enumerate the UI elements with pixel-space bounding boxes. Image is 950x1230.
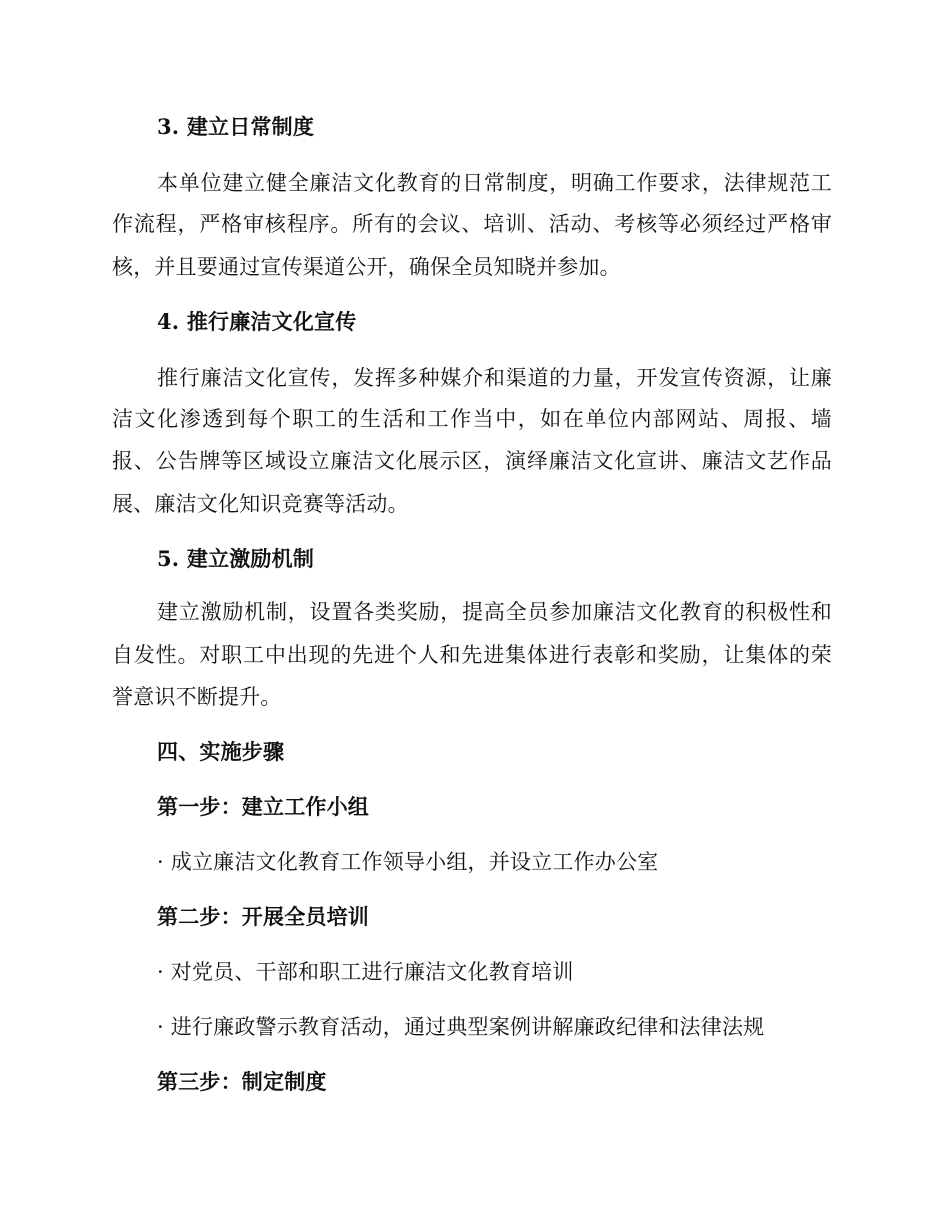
paragraph-line: 本单位建立健全廉洁文化教育的日常制度，明确工作要求，法律规范工 <box>157 171 832 195</box>
paragraph-line: 建立激励机制，设置各类奖励，提高全员参加廉洁文化教育的积极性和 <box>157 600 832 624</box>
paragraph-line: 核，并且要通过宣传渠道公开，确保全员知晓并参加。 <box>112 255 621 279</box>
section-heading: 4. 推行廉洁文化宣传 <box>157 309 357 334</box>
chapter-heading: 四、实施步骤 <box>157 739 285 764</box>
paragraph-line: 作流程，严格审核程序。所有的会议、培训、活动、考核等必须经过严格审 <box>112 212 832 236</box>
bullet-item: · 进行廉政警示教育活动，通过典型案例讲解廉政纪律和法律法规 <box>157 1015 765 1039</box>
paragraph-line: 展、廉洁文化知识竞赛等活动。 <box>112 492 409 516</box>
step-title: 第三步：制定制度 <box>157 1069 327 1094</box>
step-title: 第二步：开展全员培训 <box>157 904 369 929</box>
paragraph-line: 自发性。对职工中出现的先进个人和先进集体进行表彰和奖励，让集体的荣 <box>112 643 832 667</box>
step-title: 第一步：建立工作小组 <box>157 794 369 819</box>
section-heading: 5. 建立激励机制 <box>157 546 315 571</box>
paragraph-line: 报、公告牌等区域设立廉洁文化展示区，演绎廉洁文化宣讲、廉洁文艺作品 <box>112 449 832 473</box>
bullet-item: · 成立廉洁文化教育工作领导小组，并设立工作办公室 <box>157 850 659 874</box>
paragraph-line: 誉意识不断提升。 <box>112 685 282 709</box>
bullet-item: · 对党员、干部和职工进行廉洁文化教育培训 <box>157 960 574 984</box>
paragraph-line: 推行廉洁文化宣传，发挥多种媒介和渠道的力量，开发宣传资源，让廉 <box>157 366 832 390</box>
paragraph-line: 洁文化渗透到每个职工的生活和工作当中，如在单位内部网站、周报、墙 <box>112 407 832 431</box>
section-heading: 3. 建立日常制度 <box>157 114 315 139</box>
